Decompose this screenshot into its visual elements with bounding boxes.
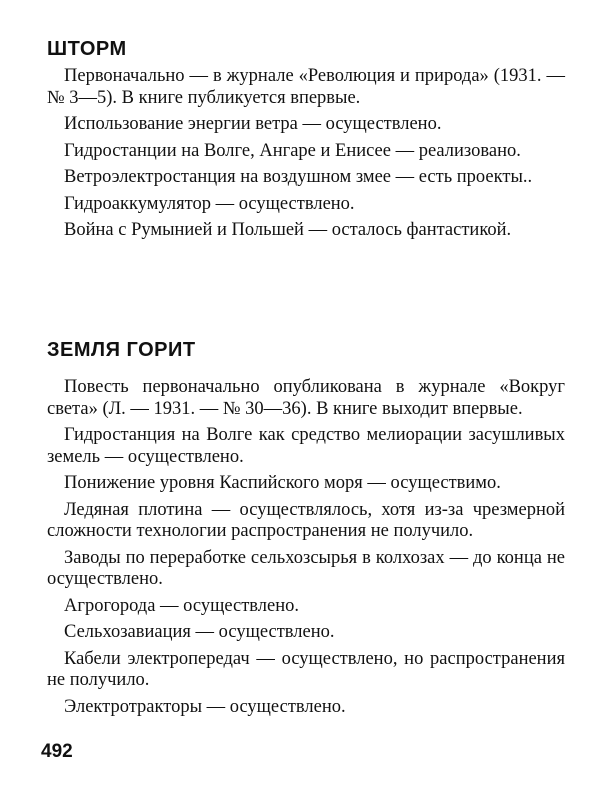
paragraph: Гидростанция на Волге как средство мелиорации засушливых земель — осуществлено. xyxy=(47,425,565,467)
paragraph: Гидроаккумулятор — осуществлено. xyxy=(64,193,355,214)
paragraph: Сельхозавиация — осуществлено. xyxy=(64,622,335,642)
section-earth-burns xyxy=(47,377,565,723)
page-number: 492 xyxy=(41,741,73,762)
paragraph: Гидростанции на Волге, Ангаре и Енисее — реализовано. xyxy=(64,140,521,161)
section-title-earth-burns: ЗЕМЛЯ ГОРИТ xyxy=(47,339,196,361)
paragraph: Первоначально — в журнале «Революция и природа» (1931. — № 3—5). В книге публикуется впервые. xyxy=(47,66,565,108)
paragraph: Повесть первоначально опубликована в журнале «Вокруг света» (Л. — 1931. — № 30—36). В книге выходит впервые. xyxy=(47,377,565,419)
section-title-storm: ШТОРМ xyxy=(47,38,127,60)
paragraph: Война с Румынией и Польшей — осталось фантастикой. xyxy=(64,220,512,240)
paragraph: Кабели электропередач — осуществлено, но распространения не получило. xyxy=(47,648,565,690)
section-storm xyxy=(47,66,565,247)
paragraph: Ледяная плотина — осуществлялось, хотя из-за чрезмерной сложности технологии распространения не получило. xyxy=(47,499,565,541)
paragraph: Электротракторы — осуществлено. xyxy=(64,696,346,717)
paragraph: Заводы по переработке сельхозсырья в колхозах — до конца не осуществлено. xyxy=(47,547,565,589)
paragraph: Агрогорода — осуществлено. xyxy=(64,595,300,616)
paragraph: Понижение уровня Каспийского моря — осуществимо. xyxy=(64,473,501,493)
paragraph: Ветроэлектростанция на воздушном змее — есть проекты.. xyxy=(64,167,533,187)
paragraph: Использование энергии ветра — осуществлено. xyxy=(64,114,442,134)
